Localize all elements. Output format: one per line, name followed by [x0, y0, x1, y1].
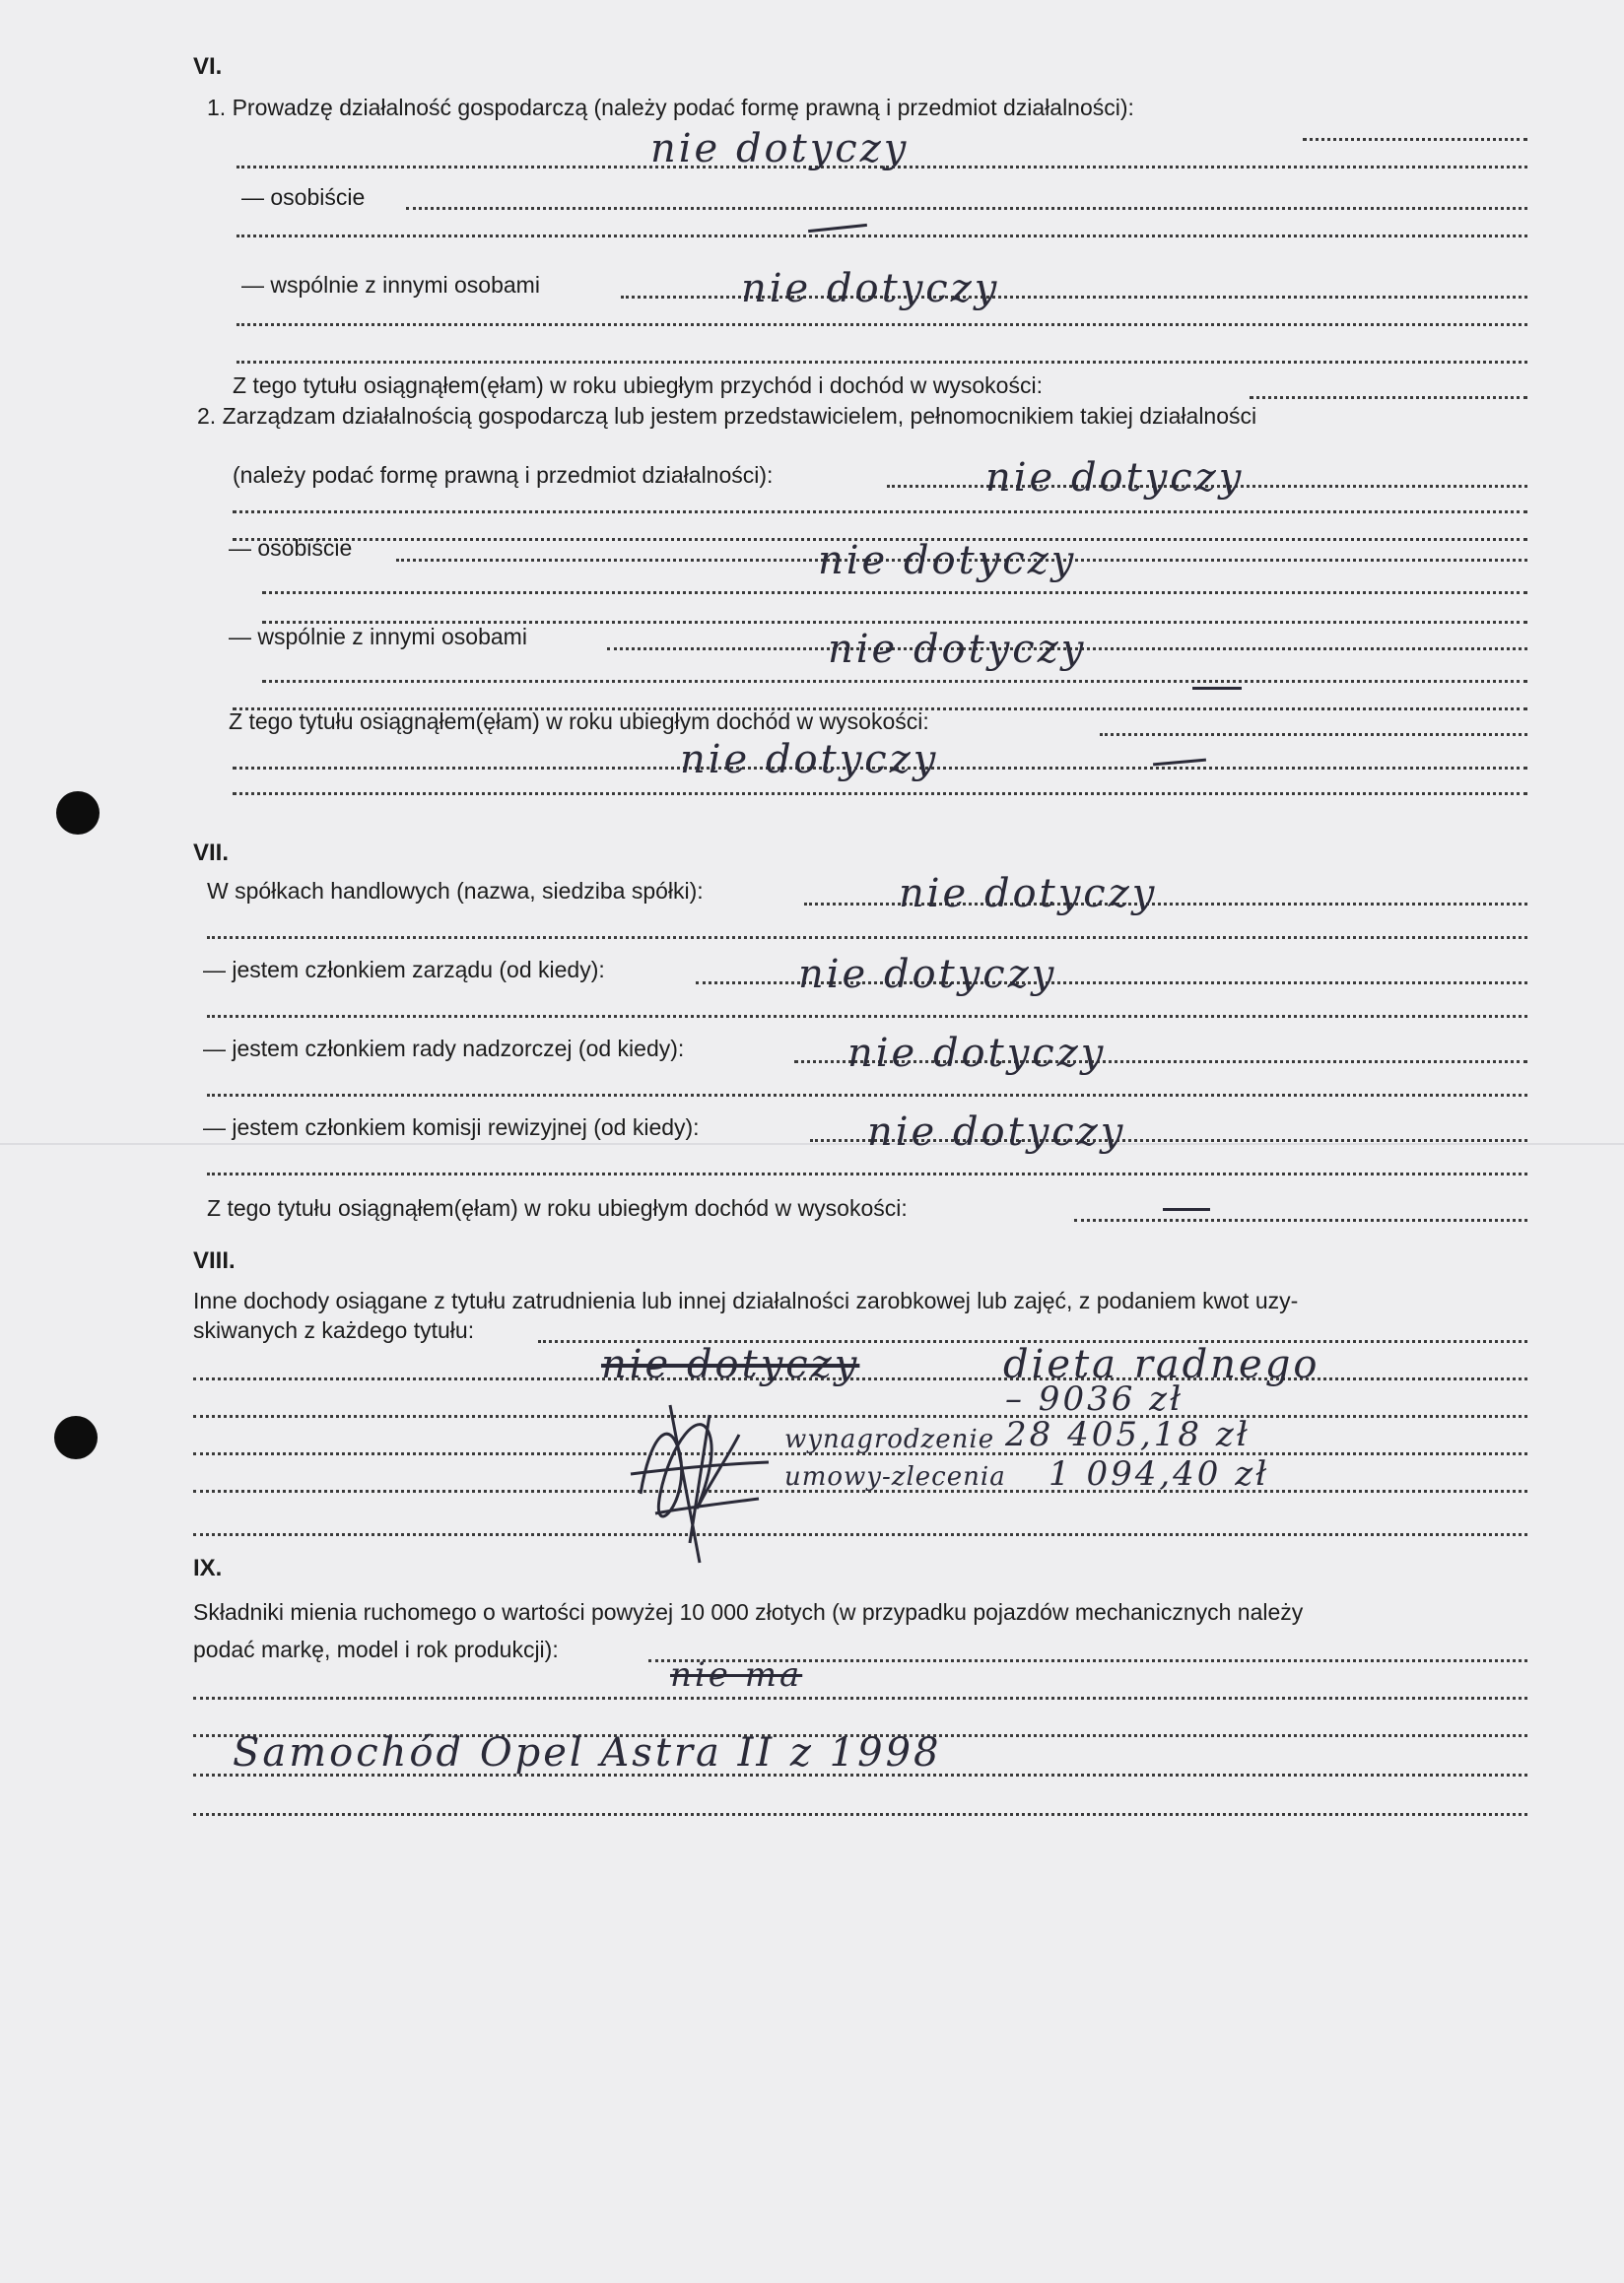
label-wspolnie: — wspólnie z innymi osobami	[241, 272, 540, 298]
section-vi-question-1: 1. Prowadzę działalność gospodarczą (należy podać formę prawną i przedmiot działalności):	[207, 95, 1134, 120]
handwritten-amount: – 9036 zł	[1005, 1379, 1184, 1419]
answer-line	[237, 361, 1527, 364]
answer-line	[237, 323, 1527, 326]
handwritten-dash	[808, 224, 867, 233]
label-osobiscie-2: — osobiście	[229, 535, 353, 561]
section-vii-income: Z tego tytułu osiągnąłem(ęłam) w roku ubiegłym dochód w wysokości:	[207, 1195, 908, 1221]
handwritten-answer: dieta radnego	[1003, 1342, 1320, 1387]
label-osobiscie: — osobiście	[241, 184, 366, 210]
punch-hole-bottom	[54, 1416, 98, 1459]
section-vi-income-1: Z tego tytułu osiągnąłem(ęłam) w roku ubiegłym przychód i dochód w wysokości:	[233, 372, 1043, 398]
handwritten-answer: nie dotyczy	[680, 737, 939, 782]
answer-line	[207, 936, 1527, 939]
answer-line	[193, 1697, 1527, 1700]
section-vi-question-2-cont: (należy podać formę prawną i przedmiot działalności):	[233, 462, 774, 488]
section-ix-question: Składniki mienia ruchomego o wartości powyżej 10 000 złotych (w przypadku pojazdów mechanicznych należy	[193, 1599, 1304, 1625]
answer-line	[193, 1415, 1527, 1418]
handwritten-answer: Samochód Opel Astra II z 1998	[233, 1730, 942, 1776]
handwritten-dash	[1163, 1208, 1210, 1211]
answer-line	[262, 680, 1527, 683]
label-rada: — jestem członkiem rady nadzorczej (od kiedy):	[203, 1036, 685, 1061]
section-vi-income-2: Z tego tytułu osiągnąłem(ęłam) w roku ubiegłym dochód w wysokości:	[229, 708, 929, 734]
section-viii-question: Inne dochody osiągane z tytułu zatrudnienia lub innej działalności zarobkowej lub zajęć, z podaniem kwot uzy-	[193, 1288, 1299, 1313]
punch-hole-top	[56, 791, 100, 835]
answer-line	[1250, 396, 1527, 399]
handwritten-answer: nie dotyczy	[828, 627, 1087, 672]
signature	[611, 1376, 788, 1573]
section-vi-question-2: 2. Zarządzam działalnością gospodarczą lub jestem przedstawicielem, pełnomocnikiem takiej działalności	[197, 403, 1257, 429]
answer-line	[406, 207, 1527, 210]
handwritten-answer: nie dotyczy	[899, 871, 1158, 916]
answer-line	[233, 510, 1527, 513]
answer-line	[207, 1094, 1527, 1097]
section-viii-question-cont: skiwanych z każdego tytułu:	[193, 1317, 475, 1343]
handwritten-answer: nie dotyczy	[847, 1031, 1107, 1076]
answer-line	[237, 235, 1527, 237]
answer-line	[1303, 138, 1527, 141]
handwritten-answer: nie dotyczy	[741, 266, 1000, 311]
handwritten-answer: nie dotyczy	[818, 538, 1077, 583]
section-viii-heading: VIII.	[193, 1247, 236, 1274]
label-wspolnie-2: — wspólnie z innymi osobami	[229, 624, 527, 649]
answer-line	[207, 1015, 1527, 1018]
handwritten-answer: nie dotyczy	[650, 126, 910, 171]
section-ix-question-cont: podać markę, model i rok produkcji):	[193, 1637, 559, 1662]
handwritten-label: umowy-zlecenia	[784, 1462, 1006, 1492]
handwritten-amount: 28 405,18 zł	[1005, 1415, 1251, 1454]
answer-line	[1074, 1219, 1527, 1222]
section-vii-heading: VII.	[193, 839, 230, 866]
handwritten-dash	[1192, 687, 1242, 690]
handwritten-crossed-out: nie ma	[670, 1655, 803, 1695]
answer-line	[1100, 733, 1527, 736]
answer-line	[207, 1173, 1527, 1175]
handwritten-crossed-out: nie dotyczy	[601, 1342, 860, 1387]
section-ix-heading: IX.	[193, 1555, 223, 1581]
handwritten-answer: nie dotyczy	[867, 1109, 1126, 1155]
answer-line	[262, 591, 1527, 594]
answer-line	[193, 1533, 1527, 1536]
handwritten-dash	[1153, 759, 1206, 767]
handwritten-amount: 1 094,40 zł	[1049, 1454, 1270, 1494]
answer-line	[233, 792, 1527, 795]
handwritten-label: wynagrodzenie	[784, 1425, 995, 1454]
paper-fold	[0, 1143, 1624, 1145]
section-vi-heading: VI.	[193, 53, 223, 80]
answer-line	[193, 1377, 1527, 1380]
label-komisja: — jestem członkiem komisji rewizyjnej (od kiedy):	[203, 1114, 700, 1140]
label-spolki: W spółkach handlowych (nazwa, siedziba spółki):	[207, 878, 704, 904]
handwritten-answer: nie dotyczy	[798, 952, 1057, 997]
label-zarzad: — jestem członkiem zarządu (od kiedy):	[203, 957, 605, 982]
answer-line	[193, 1813, 1527, 1816]
handwritten-answer: nie dotyczy	[985, 455, 1245, 501]
